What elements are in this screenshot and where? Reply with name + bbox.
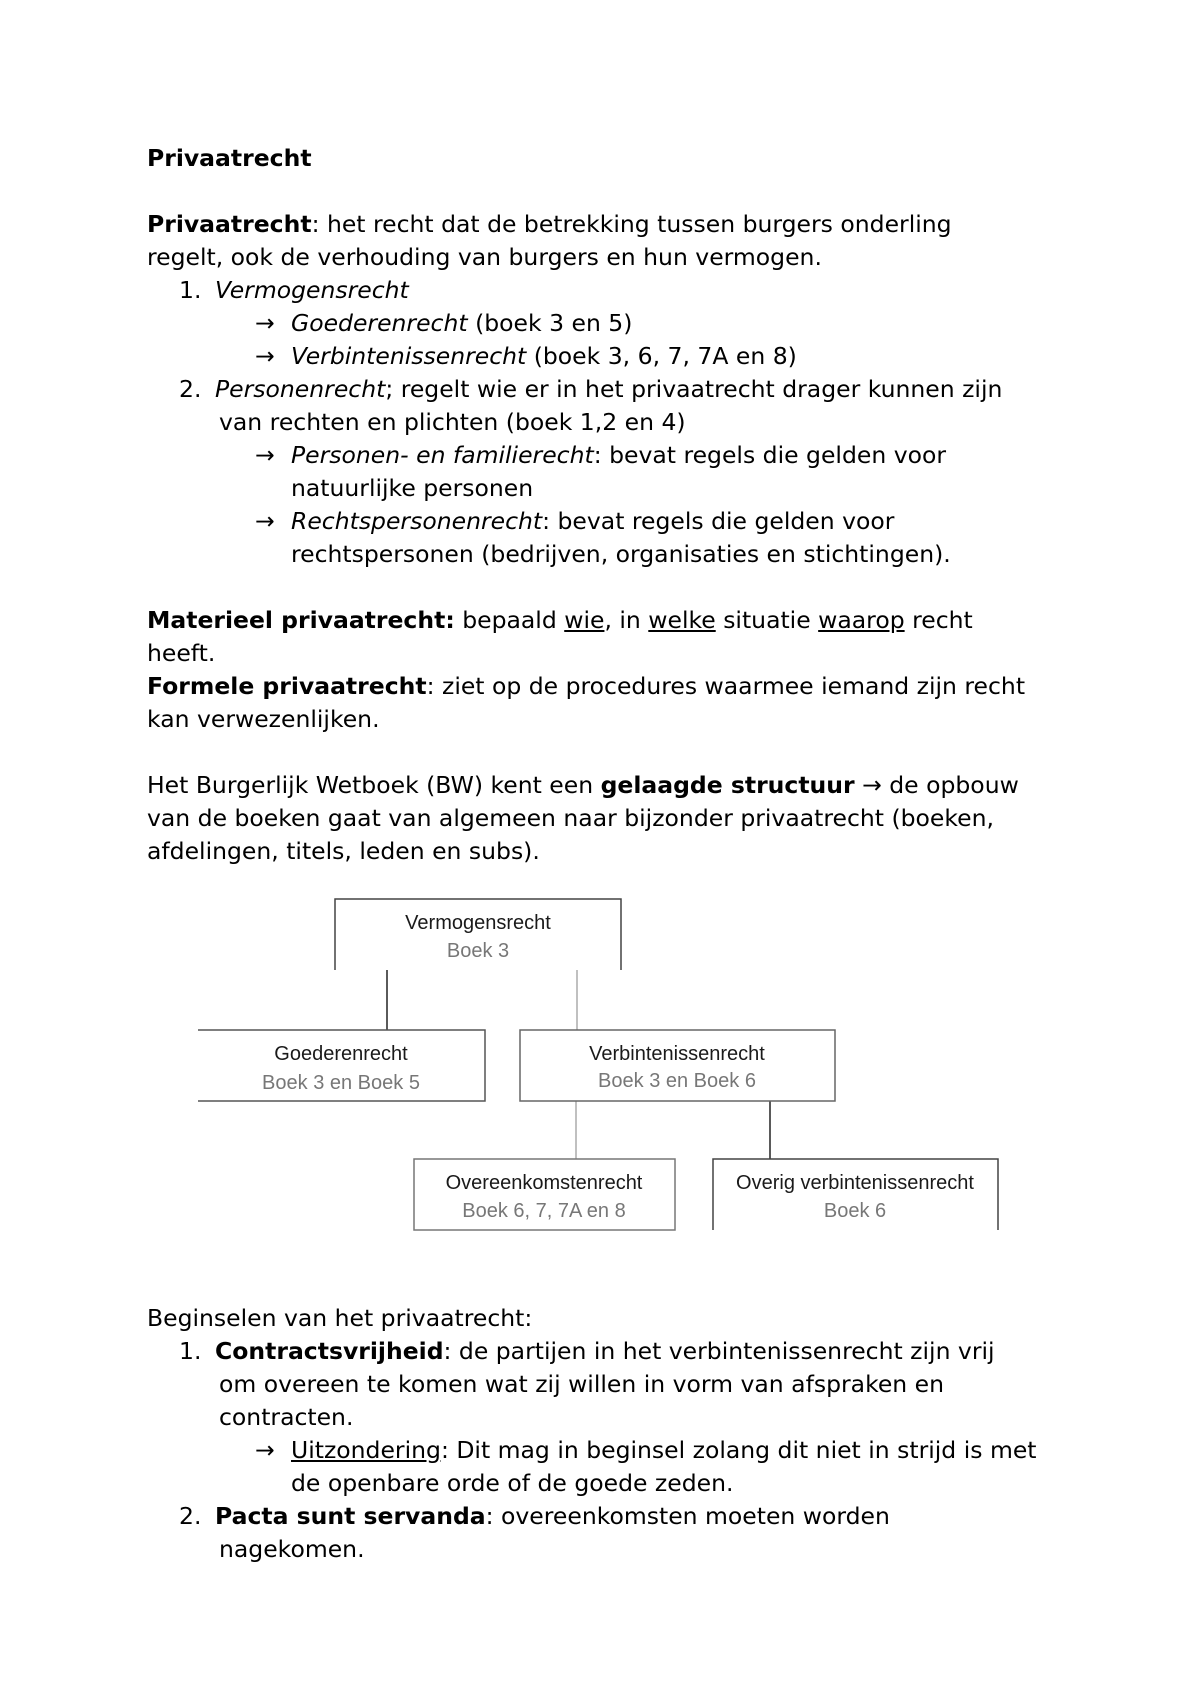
beginselen-section: [147, 1302, 1077, 1566]
underlined-word: wie: [564, 606, 605, 634]
list-item-text: ; regelt wie er in het privaatrecht drager kunnen zijn: [385, 375, 1003, 403]
sub-item-term: Uitzondering: [291, 1436, 441, 1464]
spacer: [147, 736, 1077, 769]
definition-term: Privaatrecht: [147, 210, 312, 238]
arrow-icon: →: [255, 1436, 275, 1464]
sub-item-term: Verbintenissenrecht: [291, 342, 527, 370]
sub-item-text: : bevat regels die gelden voor: [593, 441, 947, 469]
list-item-term: Personenrecht: [215, 375, 386, 403]
sub-item-text: (boek 3 en 5): [467, 309, 633, 337]
box-vermogensrecht-title: Vermogensrecht: [405, 912, 551, 934]
beginsel-item-1-continued: contracten.: [219, 1403, 354, 1431]
text-run: , in: [604, 606, 649, 634]
beginsel-term: Pacta sunt servanda: [215, 1502, 486, 1530]
box-goederenrecht: [198, 1030, 485, 1101]
materieel-line-1: [147, 604, 1077, 637]
list-item-1: [147, 274, 1077, 307]
box-verbintenissenrecht-title: Verbintenissenrecht: [589, 1043, 765, 1065]
definition-line-1: [147, 208, 1077, 241]
box-overeenkomstenrecht: [414, 1159, 675, 1230]
document-body: [147, 142, 1077, 868]
beginsel-item-2: [147, 1500, 1077, 1533]
list-number: 2.: [179, 1502, 202, 1530]
formele-term: Formele privaatrecht: [147, 672, 427, 700]
sub-item-continued: de openbare orde of de goede zeden.: [291, 1469, 734, 1497]
spacer: [147, 175, 1077, 208]
box-overeenkomstenrecht-title: Overeenkomstenrecht: [445, 1172, 643, 1194]
arrow-icon: →: [255, 342, 275, 370]
box-overeenkomstenrecht-sub: Boek 6, 7, 7A en 8: [462, 1200, 626, 1222]
box-verbintenissenrecht: [520, 1030, 835, 1101]
list-number: 1.: [179, 276, 202, 304]
sub-item-text: : Dit mag in beginsel zolang dit niet in strijd is met: [440, 1436, 1037, 1464]
materieel-term: Materieel privaatrecht:: [147, 606, 455, 634]
list-item-2: [147, 373, 1077, 406]
bw-line-3: afdelingen, titels, leden en subs).: [147, 837, 540, 865]
text-run: bepaald: [454, 606, 565, 634]
sub-item-goederenrecht: [147, 307, 1077, 340]
sub-item-text: (boek 3, 6, 7, 7A en 8): [526, 342, 797, 370]
bw-bold-term: gelaagde structuur: [600, 771, 855, 799]
list-number: 1.: [179, 1337, 202, 1365]
arrow-icon: →: [255, 441, 275, 469]
sub-item-term: Personen- en familierecht: [291, 441, 594, 469]
definition-text: : het recht dat de betrekking tussen burgers onderling: [311, 210, 952, 238]
box-overig-title: Overig verbintenissenrecht: [736, 1172, 974, 1194]
arrow-icon: →: [255, 507, 275, 535]
list-item-2-continued: van rechten en plichten (boek 1,2 en 4): [219, 408, 686, 436]
box-overig-verbintenissenrecht: [713, 1159, 998, 1230]
materieel-line-2: heeft.: [147, 639, 216, 667]
beginsel-text: : de partijen in het verbintenissenrecht zijn vrij: [443, 1337, 995, 1365]
box-vermogensrecht: [335, 899, 621, 970]
arrow-icon: →: [255, 309, 275, 337]
sub-item-personenrecht: [147, 439, 1077, 472]
formele-line-2: kan verwezenlijken.: [147, 705, 380, 733]
list-item-text: Vermogensrecht: [215, 276, 409, 304]
sub-item-uitzondering: [147, 1434, 1077, 1467]
sub-item-continued: rechtspersonen (bedrijven, organisaties en stichtingen).: [291, 540, 951, 568]
formele-text: : ziet op de procedures waarmee iemand zijn recht: [426, 672, 1026, 700]
text-run: Het Burgerlijk Wetboek (BW) kent een: [147, 771, 601, 799]
sub-item-verbintenissenrecht: [147, 340, 1077, 373]
bw-line-2: van de boeken gaat van algemeen naar bijzonder privaatrecht (boeken,: [147, 804, 994, 832]
text-run: recht: [904, 606, 973, 634]
box-goederenrecht-sub: Boek 3 en Boek 5: [262, 1072, 420, 1094]
sub-item-term: Rechtspersonenrecht: [291, 507, 543, 535]
spacer: [147, 571, 1077, 604]
formele-line-1: [147, 670, 1077, 703]
box-verbintenissenrecht-sub: Boek 3 en Boek 6: [598, 1070, 756, 1092]
list-number: 2.: [179, 375, 202, 403]
beginsel-text: : overeenkomsten moeten worden: [485, 1502, 890, 1530]
sub-item-term: Goederenrecht: [291, 309, 468, 337]
beginsel-item-2-continued: nagekomen.: [219, 1535, 365, 1563]
box-vermogensrecht-sub: Boek 3: [446, 940, 510, 962]
sub-item-rechtspersonenrecht: [147, 505, 1077, 538]
sub-item-continued: natuurlijke personen: [291, 474, 534, 502]
beginselen-intro: Beginselen van het privaatrecht:: [147, 1304, 533, 1332]
underlined-word: welke: [648, 606, 716, 634]
underlined-word: waarop: [818, 606, 905, 634]
box-overig-sub: Boek 6: [823, 1200, 887, 1222]
document-heading: Privaatrecht: [147, 144, 312, 172]
sub-item-text: : bevat regels die gelden voor: [542, 507, 895, 535]
text-run: situatie: [715, 606, 819, 634]
beginsel-item-1-continued: om overeen te komen wat zij willen in vorm van afspraken en: [219, 1370, 945, 1398]
beginsel-item-1: [147, 1335, 1077, 1368]
bw-line-1: [147, 769, 1077, 802]
box-goederenrecht-title: Goederenrecht: [274, 1043, 408, 1065]
definition-line-2: regelt, ook de verhouding van burgers en hun vermogen.: [147, 243, 822, 271]
text-run: → de opbouw: [854, 771, 1019, 799]
beginsel-term: Contractsvrijheid: [215, 1337, 444, 1365]
